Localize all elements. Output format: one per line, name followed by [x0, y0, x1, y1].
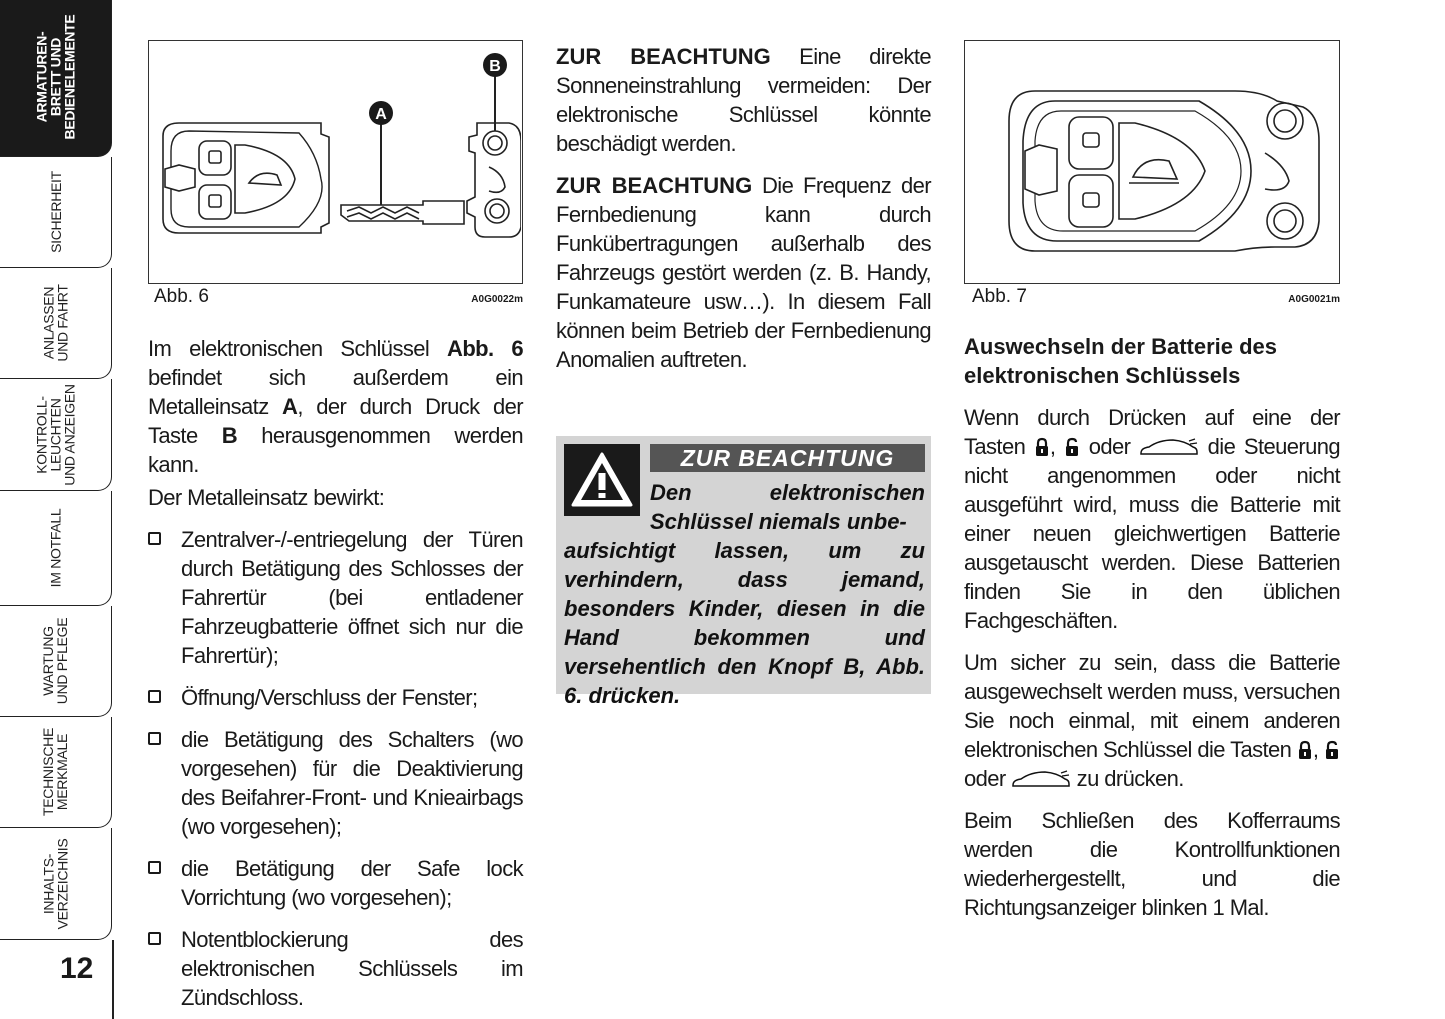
- chapter-tabs: [0, 0, 116, 1019]
- tab-label: ANLASSEN UND FAHRT: [40, 284, 71, 362]
- tab-technische-merkmale[interactable]: [0, 717, 112, 828]
- tab-sicherheit[interactable]: [0, 157, 112, 268]
- note-frequency: [556, 171, 931, 374]
- tab-armaturenbrett[interactable]: [0, 0, 112, 157]
- figure-6-caption-row: [148, 286, 523, 308]
- list-item: [148, 925, 523, 1012]
- tab-inhaltsverzeichnis[interactable]: [0, 828, 112, 940]
- tab-label: IM NOTFALL: [47, 508, 64, 588]
- note-label: ZUR BEACHTUNG: [556, 173, 753, 198]
- checkbox-bullet-icon: [148, 932, 161, 945]
- list-item: [148, 525, 523, 670]
- note-sunlight: [556, 42, 931, 158]
- list-item-text: die Betätigung der Safe lock Vorrichtung (wo vorgesehen);: [181, 856, 523, 910]
- p2-or: oder: [964, 766, 1012, 791]
- column-2: [556, 42, 931, 374]
- figure-7-caption-row: [964, 286, 1340, 308]
- section-heading: Auswechseln der Batterie des elektronischen Schlüssels: [964, 334, 1278, 388]
- page-number: 12: [60, 952, 94, 985]
- intro-paragraph: [148, 334, 523, 479]
- checkbox-bullet-icon: [148, 861, 161, 874]
- lock-open-icon: [1064, 437, 1080, 457]
- list-item-text: Zentralver-/-entriegelung der Türen durch Betätigung des Schlosses der Fahrertür (bei entladener Fahrzeugbatterie öffnet sich nur die Fahrertür);: [181, 527, 523, 668]
- trunk-car-icon: [1139, 437, 1199, 457]
- list-item-text: die Betätigung des Schalters (wo vorgesehen) für die Deaktivierung des Beifahrer-Front- und Knieairbags (wo vorgesehen);: [181, 727, 523, 839]
- figure-7-code: A0G0021m: [1288, 294, 1340, 305]
- list-item: [148, 854, 523, 912]
- battery-paragraph-3: Beim Schließen des Kofferraums werden die Kontrollfunktionen wiederhergestellt, und die Richtungsanzeiger blinken 1 Mal.: [964, 808, 1340, 920]
- intro-b-ref: B: [221, 423, 238, 448]
- warning-text-rest: aufsichtigt lassen, um zu verhindern, dass jemand, besonders Kinder, diesen in die Hand bekommen und versehentlich den Knopf B, Abb. 6. drücken.: [564, 538, 925, 708]
- tab-im-notfall[interactable]: [0, 491, 112, 606]
- effect-text: Der Metalleinsatz bewirkt:: [148, 485, 385, 510]
- note-text: Die Frequenz der Fernbedienung kann durch Funkübertragungen außerhalb des Fahrzeugs gestört werden (z. B. Handy, Funkamateure usw…). In diesem Fall können beim Betrieb der Fernbedienung Anomalien auftreten.: [556, 173, 931, 372]
- tab-wartung[interactable]: [0, 606, 112, 717]
- battery-paragraph-1: [964, 403, 1340, 635]
- figure-6: [148, 40, 523, 284]
- list-item-text: Öffnung/Verschluss der Fenster;: [181, 685, 478, 710]
- checkbox-bullet-icon: [148, 690, 161, 703]
- list-item: [148, 683, 523, 712]
- intro-text-4: herausgenommen werden kann.: [148, 423, 523, 477]
- key-fob-illustration: [965, 41, 1338, 282]
- tab-label: SICHERHEIT: [47, 171, 64, 253]
- battery-paragraph-2: [964, 648, 1340, 793]
- list-item: [148, 725, 523, 841]
- p2-text-a: Um sicher zu sein, dass die Batterie ausgewechselt werden muss, versuchen Sie noch einmal, mit einem anderen elektronischen Schlüssel die Tasten: [964, 650, 1340, 762]
- tab-kontrollleuchten[interactable]: [0, 379, 112, 491]
- p2-separator: ,: [1312, 737, 1324, 762]
- intro-text-3: , der durch Druck der Taste: [148, 394, 523, 448]
- warning-text: [564, 478, 925, 710]
- p1-separator: ,: [1049, 434, 1065, 459]
- figure-7: [964, 40, 1340, 284]
- tab-label: TECHNISCHE MERKMALE: [40, 727, 71, 817]
- warning-text-first: Den elektronischen Schlüssel niemals unbe-: [650, 480, 925, 534]
- p1-or: oder: [1080, 434, 1139, 459]
- tab-anlassen[interactable]: [0, 268, 112, 379]
- column-1: [148, 40, 523, 1012]
- lock-open-icon: [1324, 740, 1340, 760]
- tab-label: INHALTS- VERZEICHNIS: [40, 838, 71, 929]
- p2-text-b: zu drücken.: [1071, 766, 1184, 791]
- lock-closed-icon: [1297, 740, 1313, 760]
- warning-box: [556, 436, 931, 708]
- effect-list: [148, 525, 523, 1012]
- intro-abb-ref: Abb. 6: [447, 336, 523, 361]
- list-item-text: Notentblockierung des elektronischen Schlüssels im Zündschloss.: [181, 927, 523, 1010]
- intro-text-2: befindet sich außerdem ein Metalleinsatz: [148, 365, 523, 419]
- column-3: [964, 40, 1340, 922]
- checkbox-bullet-icon: [148, 732, 161, 745]
- trunk-car-icon: [1011, 769, 1071, 789]
- tab-label: WARTUNG UND PFLEGE: [40, 617, 71, 705]
- figure-6-caption: Abb. 6: [154, 286, 209, 307]
- key-with-insert-illustration: [149, 41, 521, 282]
- intro-text-1: Im elektronischen Schlüssel: [148, 336, 448, 361]
- figure-6-code: A0G0022m: [471, 294, 523, 305]
- checkbox-bullet-icon: [148, 532, 161, 545]
- figure-7-caption: Abb. 7: [972, 286, 1027, 307]
- lock-closed-icon: [1034, 437, 1050, 457]
- intro-a-ref: A: [282, 394, 298, 419]
- note-text: Eine direkte Sonneneinstrahlung vermeiden: Der elektronische Schlüssel könnte beschädigt werden.: [556, 44, 931, 156]
- p1-text-a: Wenn durch Drücken auf eine der Tasten: [964, 405, 1340, 459]
- tab-label: ARMATUREN- BRETT UND BEDIENELEMENTE: [33, 14, 78, 140]
- label-a: A: [375, 106, 387, 123]
- warning-title: ZUR BEACHTUNG: [650, 444, 925, 472]
- note-label: ZUR BEACHTUNG: [556, 44, 771, 69]
- p1-text-b: die Steuerung nicht angenommen oder nicht ausgeführt wird, muss die Batterie mit einer neuen gleichwertigen Batterie ausgetauscht werden. Diese Batterien finden Sie in den üblichen Fachgeschäften.: [964, 434, 1340, 633]
- label-b: B: [489, 58, 501, 75]
- tab-label: KONTROLL- LEUCHTEN UND ANZEIGEN: [33, 383, 78, 486]
- tab-divider: [112, 940, 114, 1019]
